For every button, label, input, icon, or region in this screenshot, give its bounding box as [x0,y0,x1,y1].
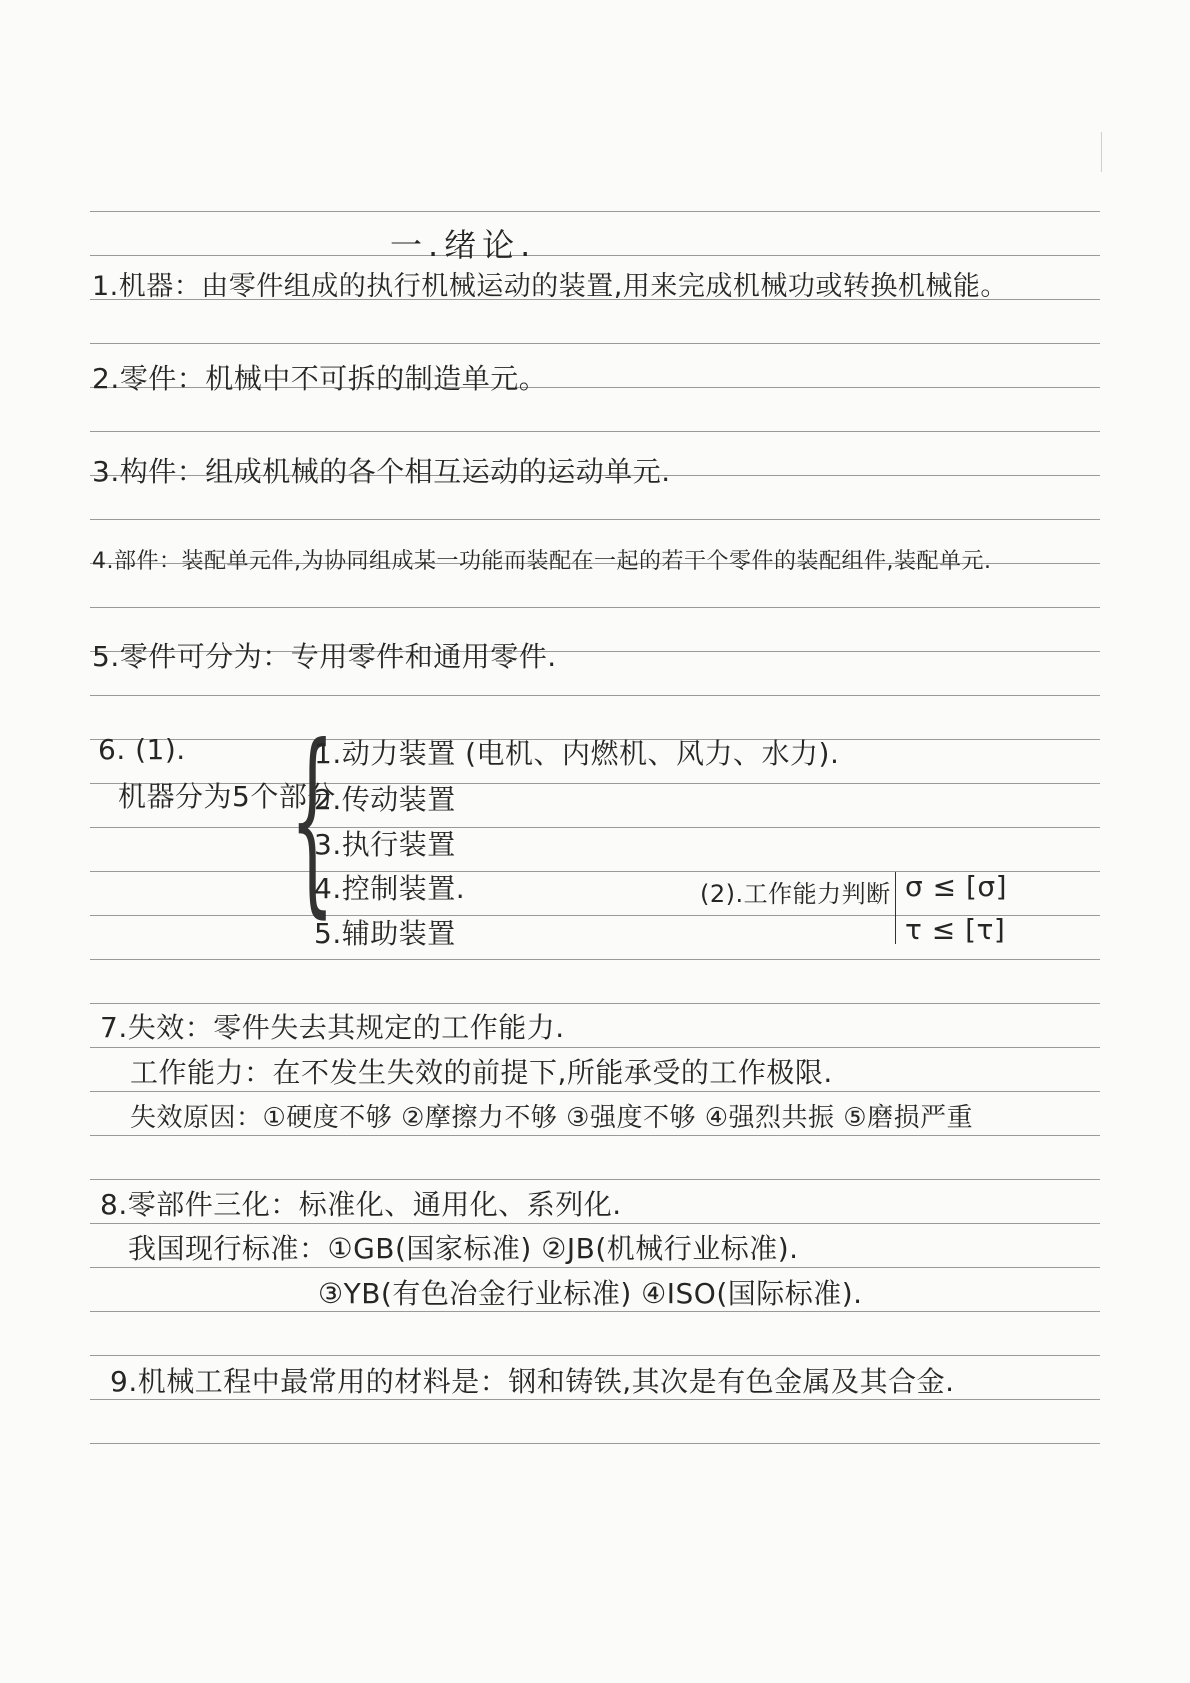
ruled-line [90,1355,1100,1356]
item6-sub-label: (2).工作能力判断 [700,880,891,908]
ruled-line [90,1443,1100,1444]
note-item-2: 2.零件：机械中不可拆的制造单元。 [92,362,548,395]
ruled-line [90,695,1100,696]
ruled-line [90,1179,1100,1180]
part-3: 3.执行装置 [314,828,456,861]
ruled-line [90,1091,1100,1092]
ruled-line [90,1135,1100,1136]
note-item-3: 3.构件：组成机械的各个相互运动的运动单元. [92,455,671,488]
note-item-4: 4.部件：装配单元件,为协同组成某一功能而装配在一起的若干个零件的装配组件,装配单元. [92,549,992,574]
left-brace: { [290,703,335,936]
part-5: 5.辅助装置 [314,917,456,950]
item6-head: 6. (1). [98,733,186,766]
item6-label: 机器分为5个部分 [118,780,336,813]
condition-brace [895,872,896,944]
condition-sigma: σ ≤ [σ] [905,870,1008,903]
item8-line-3: ③YB(有色冶金行业标准) ④ISO(国际标准). [318,1277,863,1310]
ruled-line [90,607,1100,608]
part-4: 4.控制装置. [314,872,466,905]
ruled-line [90,431,1100,432]
page-title: 一.绪论. [390,226,537,264]
condition-tau: τ ≤ [τ] [905,913,1006,946]
part-2: 2.传动装置 [314,783,456,816]
ruled-line [90,1223,1100,1224]
note-item-1: 1.机器：由零件组成的执行机械运动的装置,用来完成机械功或转换机械能。 [92,271,1008,302]
ruled-line [90,1003,1100,1004]
note-item-5: 5.零件可分为：专用零件和通用零件. [92,640,557,673]
item8-line-2: 我国现行标准：①GB(国家标准) ②JB(机械行业标准). [128,1232,799,1265]
ruled-line [90,255,1100,256]
item7-line-3: 失效原因：①硬度不够 ②摩擦力不够 ③强度不够 ④强烈共振 ⑤磨损严重 [130,1103,974,1133]
ruled-line [90,1399,1100,1400]
ruled-line [90,343,1100,344]
ruled-line [90,1267,1100,1268]
item9-line-1: 9.机械工程中最常用的材料是：钢和铸铁,其次是有色金属及其合金. [110,1365,955,1398]
item7-line-1: 7.失效：零件失去其规定的工作能力. [100,1011,565,1044]
ruled-line [90,211,1100,212]
margin-mark [1101,132,1102,172]
item8-line-1: 8.零部件三化：标准化、通用化、系列化. [100,1188,622,1221]
ruled-line [90,959,1100,960]
ruled-line [90,519,1100,520]
ruled-line [90,827,1100,828]
item7-line-2: 工作能力：在不发生失效的前提下,所能承受的工作极限. [130,1056,833,1089]
ruled-line [90,1047,1100,1048]
part-1: 1.动力装置 (电机、内燃机、风力、水力). [314,737,840,770]
ruled-line [90,1311,1100,1312]
